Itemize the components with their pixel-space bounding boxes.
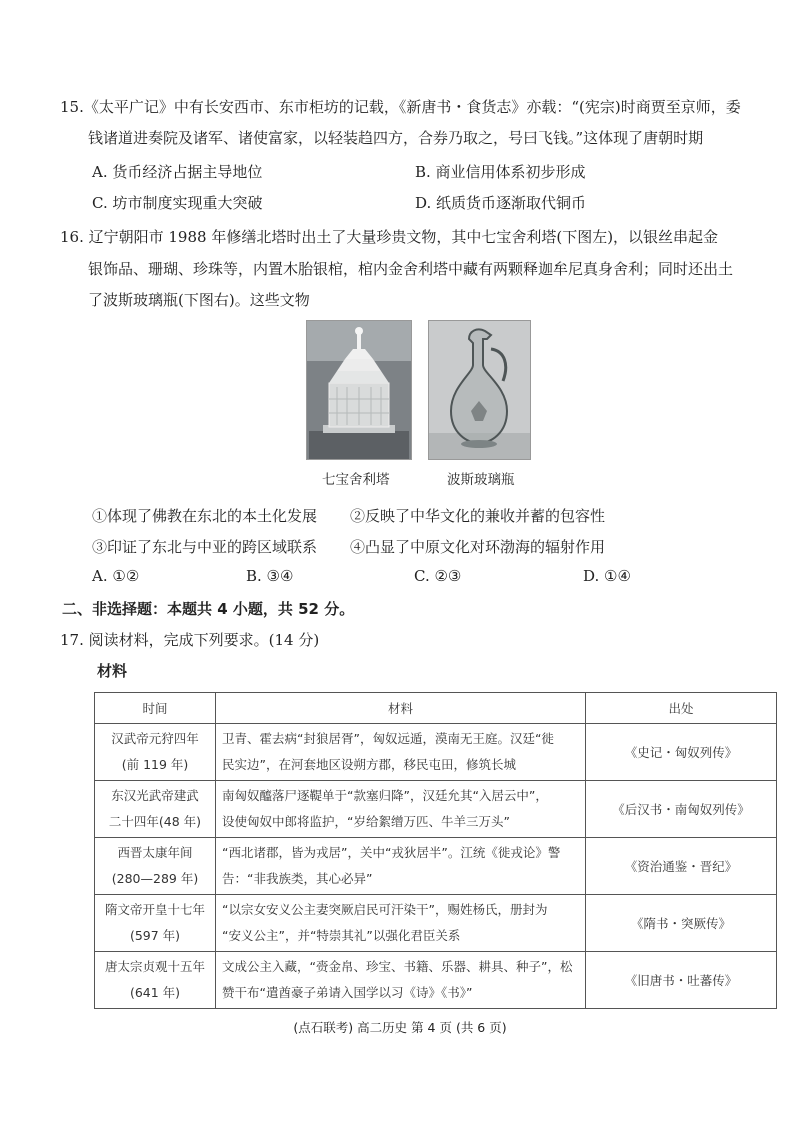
q15-option-a[interactable]: A. 货币经济占据主导地位 xyxy=(92,163,263,181)
time-line: 东汉光武帝建武 xyxy=(111,788,199,803)
material-line: 民实边”，在河套地区设朔方郡，移民屯田，修筑长城 xyxy=(222,757,516,772)
table-row xyxy=(95,895,777,952)
q17-title: 17. 阅读材料，完成下列要求。(14 分) xyxy=(60,631,320,649)
material-cell xyxy=(216,724,586,781)
time-cell xyxy=(95,895,216,952)
q16-statement-2: ②反映了中华文化的兼收并蓄的包容性 xyxy=(350,507,606,525)
q16-statement-1: ①体现了佛教在东北的本土化发展 xyxy=(92,507,318,525)
header-source: 出处 xyxy=(586,693,777,724)
material-line: “西北诸郡，皆为戎居”，关中“戎狄居半”。江统《徙戎论》警 xyxy=(222,845,561,860)
table-row xyxy=(95,724,777,781)
q16-option-d[interactable]: D. ①④ xyxy=(583,567,631,585)
source-cell: 《隋书・突厥传》 xyxy=(586,895,777,952)
q16-option-b[interactable]: B. ③④ xyxy=(246,567,294,585)
material-cell xyxy=(216,781,586,838)
q15-line-1: 15.《太平广记》中有长安西市、东市柜坊的记载，《新唐书・食货志》亦载：“(宪宗)时商贾至京师，委 xyxy=(60,98,741,116)
material-table xyxy=(94,692,777,1009)
material-cell xyxy=(216,838,586,895)
time-line: (前 119 年) xyxy=(121,757,189,772)
q16-option-c[interactable]: C. ②③ xyxy=(414,567,462,585)
time-line: 汉武帝元狩四年 xyxy=(111,731,199,746)
q15-option-c[interactable]: C. 坊市制度实现重大突破 xyxy=(92,194,263,212)
glass-bottle-illustration xyxy=(429,321,530,459)
source-cell: 《史记・匈奴列传》 xyxy=(586,724,777,781)
source-cell: 《资治通鉴・晋纪》 xyxy=(586,838,777,895)
q16-line-3: 了波斯玻璃瓶(下图右)。这些文物 xyxy=(88,291,310,309)
material-line: “以宗女安义公主妻突厥启民可汗染干”，赐姓杨氏，册封为 xyxy=(222,902,548,917)
header-material: 材料 xyxy=(216,693,586,724)
q15-option-d[interactable]: D. 纸质货币逐渐取代铜币 xyxy=(415,194,587,212)
material-line: 卫青、霍去病“封狼居胥”，匈奴远遁，漠南无王庭。汉廷“徙 xyxy=(222,731,554,746)
q15-option-b[interactable]: B. 商业信用体系初步形成 xyxy=(415,163,586,181)
material-line: 赞干布“遣酋豪子弟请入国学以习《诗》《书》” xyxy=(222,985,473,1000)
stupa-illustration xyxy=(307,321,411,459)
table-row xyxy=(95,781,777,838)
q16-line-1: 16. 辽宁朝阳市 1988 年修缮北塔时出土了大量珍贵文物，其中七宝舍利塔(下图左)，以银丝串起金 xyxy=(60,228,719,246)
time-line: (280—289 年) xyxy=(111,871,199,886)
material-line: 设使匈奴中郎将监护，“岁给絮缯万匹、牛羊三万头” xyxy=(222,814,510,829)
time-cell xyxy=(95,724,216,781)
table-row xyxy=(95,952,777,1009)
material-label: 材料 xyxy=(97,662,128,680)
table-header-row xyxy=(95,693,777,724)
time-line: 西晋太康年间 xyxy=(117,845,193,860)
table-row xyxy=(95,838,777,895)
time-line: (641 年) xyxy=(129,985,181,1000)
time-cell xyxy=(95,781,216,838)
stupa-photo xyxy=(306,320,412,460)
material-cell xyxy=(216,952,586,1009)
header-time: 时间 xyxy=(95,693,216,724)
material-line: 文成公主入藏，“赍金帛、珍宝、书籍、乐器、耕具、种子”，松 xyxy=(222,959,573,974)
material-line: 南匈奴醯落尸逐鞮单于“款塞归降”，汉廷允其“入居云中”， xyxy=(222,788,548,803)
q16-statement-3: ③印证了东北与中亚的跨区域联系 xyxy=(92,538,318,556)
q15-line-2: 钱诸道进奏院及诸军、诸使富家，以轻装趋四方，合券乃取之，号曰飞钱。”这体现了唐朝时期 xyxy=(88,129,704,147)
time-cell xyxy=(95,838,216,895)
glass-bottle-photo xyxy=(428,320,531,460)
section-heading: 二、非选择题：本题共 4 小题，共 52 分。 xyxy=(62,600,355,618)
q16-line-2: 银饰品、珊瑚、珍珠等，内置木胎银棺，棺内金舍利塔中藏有两颗释迦牟尼真身舍利；同时还出土 xyxy=(88,260,734,278)
q16-option-a[interactable]: A. ①② xyxy=(92,567,140,585)
bottle-caption: 波斯玻璃瓶 xyxy=(447,472,515,488)
time-line: 唐太宗贞观十五年 xyxy=(104,959,205,974)
stupa-caption: 七宝舍利塔 xyxy=(322,472,390,488)
time-line: 二十四年(48 年) xyxy=(108,814,202,829)
material-line: “安义公主”，并“特崇其礼”以强化君臣关系 xyxy=(222,928,461,943)
material-line: 告：“非我族类，其心必异” xyxy=(222,871,373,886)
source-cell: 《后汉书・南匈奴列传》 xyxy=(586,781,777,838)
time-cell xyxy=(95,952,216,1009)
time-line: 隋文帝开皇十七年 xyxy=(104,902,205,917)
source-cell: 《旧唐书・吐蕃传》 xyxy=(586,952,777,1009)
time-line: (597 年) xyxy=(129,928,181,943)
q16-statement-4: ④凸显了中原文化对环渤海的辐射作用 xyxy=(350,538,606,556)
page-footer: (点石联考) 高二历史 第 4 页 (共 6 页) xyxy=(293,1020,507,1035)
material-cell xyxy=(216,895,586,952)
